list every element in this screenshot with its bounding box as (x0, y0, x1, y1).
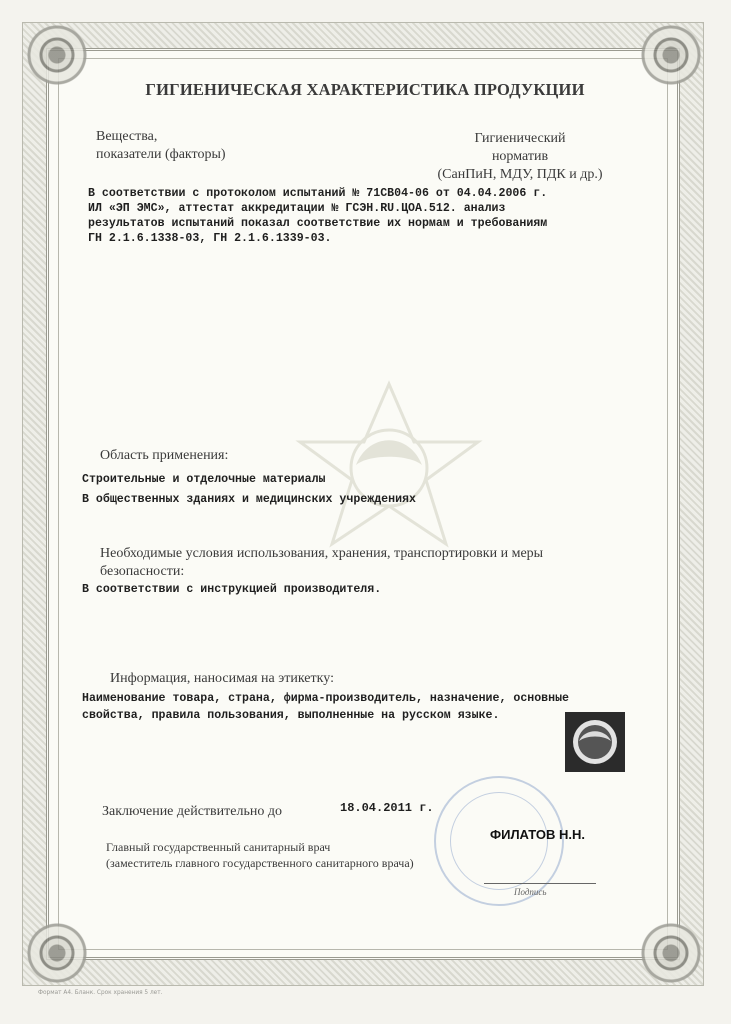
application-line-2: В общественных зданиях и медицинских учреждениях (82, 493, 416, 506)
signer-name: ФИЛАТОВ Н.Н. (490, 827, 586, 842)
corner-ornament-bottom-left (22, 918, 92, 988)
chief-sanitary-doctor-title: Главный государственный санитарный врач (106, 840, 331, 854)
hygiene-norm-header-line-3: (СанПиН, МДУ, ПДК и др.) (437, 167, 603, 182)
substances-header-line-2: показатели (факторы) (96, 147, 226, 162)
substances-header (96, 128, 226, 164)
signature-caption: Подпись (514, 887, 547, 897)
application-area-value (82, 470, 416, 510)
hygiene-norm-header-line-1: Гигиенический (474, 131, 566, 146)
validity-label: Заключение действительно до (102, 804, 282, 819)
conditions-label (100, 545, 543, 581)
substances-header-line-1: Вещества, (96, 129, 158, 144)
corner-ornament-bottom-right (636, 918, 706, 988)
label-information-label: Информация, наносимая на этикетку: (110, 671, 334, 686)
test-protocol-text (88, 186, 547, 246)
protocol-line-2: ИЛ «ЭП ЭМС», аттестат аккредитации № ГСЭН.RU.ЦОА.512. анализ (88, 202, 506, 215)
hygiene-norm-header (430, 130, 610, 184)
hologram-seal-icon (565, 712, 625, 772)
validity-date: 18.04.2011 г. (340, 801, 434, 815)
protocol-line-4: ГН 2.1.6.1338-03, ГН 2.1.6.1339-03. (88, 232, 332, 245)
conditions-label-line-2: безопасности: (100, 564, 185, 579)
label-information-value (82, 690, 569, 724)
conditions-label-line-1: Необходимые условия использования, хранения, транспортировки и меры (100, 546, 544, 561)
label-info-line-1: Наименование товара, страна, фирма-производитель, назначение, основные (82, 692, 570, 705)
protocol-line-3: результатов испытаний показал соответствие их нормам и требованиям (88, 217, 548, 230)
application-line-1: Строительные и отделочные материалы (82, 473, 326, 486)
signature-line (484, 883, 596, 884)
protocol-line-1: В соответствии с протоколом испытаний № 71СВ04-06 от 04.04.2006 г. (88, 187, 548, 200)
hygiene-norm-header-line-2: норматив (491, 149, 549, 164)
conditions-value: В соответствии с инструкцией производителя. (82, 583, 382, 596)
document-title: ГИГИЕНИЧЕСКАЯ ХАРАКТЕРИСТИКА ПРОДУКЦИИ (145, 80, 585, 99)
label-info-line-2: свойства, правила пользования, выполненные на русском языке. (82, 709, 500, 722)
form-footer-note: Формат А4. Бланк. Срок хранения 5 лет. (38, 990, 163, 996)
application-area-label: Область применения: (100, 448, 229, 463)
deputy-sanitary-doctor-title: (заместитель главного государственного санитарного врача) (106, 856, 414, 870)
eagle-emblem-icon (565, 712, 625, 772)
